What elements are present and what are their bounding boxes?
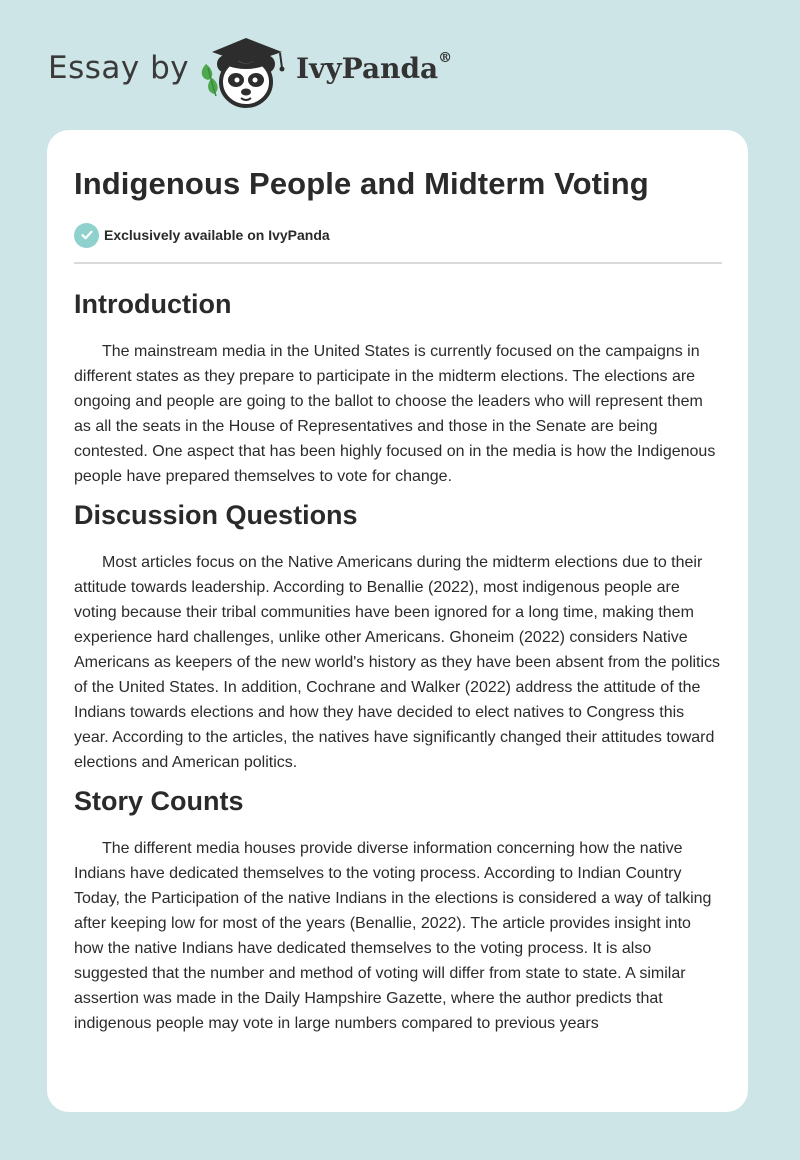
registered-mark: ® <box>438 50 453 66</box>
exclusive-badge <box>74 222 722 248</box>
page-title: Indigenous People and Midterm Voting <box>74 166 649 201</box>
section-body-introduction: The mainstream media in the United States is currently focused on the campaigns in different states as they prepare to participate in the midterm elections. The elections are ongoing and people are going to the ballot to choose the leaders who will represent them as all the seats in the House of Representatives and those in the Senate are being contested. One aspect that has been highly focused on in the media is how the Indigenous people have prepared themselves to vote for change. <box>74 343 716 485</box>
section-body-discussion-questions: Most articles focus on the Native Americans during the midterm elections due to their attitude towards leadership. According to Benallie (2022), most indigenous people are voting because their tribal communities have been ignored for a long time, making them experience hard challenges, unlike other Americans. Ghoneim (2022) considers Native Americans as keepers of the new world's history as they have been absent from the politics of the United States. In addition, Cochrane and Walker (2022) address the attitude of the Indians towards elections and how they have decided to elect natives to Congress this year. According to the articles, the natives have significantly changed their attitudes toward elections and American politics. <box>74 554 721 771</box>
site-header <box>0 0 800 120</box>
panda-graduation-cap-icon[interactable] <box>198 34 294 110</box>
section-body-story-counts: The different media houses provide diverse information concerning how the native Indians have dedicated themselves to the voting process. According to Indian Country Today, the Participation of the native Indians in the elections is considered a way of talking after keeping low for most of the years (Benallie, 2022). The article provides insight into how the native Indians have dedicated themselves to the voting process. It is also suggested that the number and method of voting will differ from state to state. A similar assertion was made in the Daily Hampshire Gazette, where the author predicts that indigenous people may vote in large numbers compared to previous years <box>74 840 712 1032</box>
section-heading-discussion-questions: Discussion Questions <box>74 500 358 530</box>
article-card <box>47 130 748 1112</box>
brand-logo[interactable] <box>296 52 452 85</box>
brand-name: IvyPanda <box>296 52 439 85</box>
exclusive-badge-label: Exclusively available on IvyPanda <box>104 227 330 243</box>
essay-by-label: Essay by <box>48 50 190 86</box>
checkmark-icon <box>74 223 99 248</box>
divider <box>74 262 722 264</box>
section-heading-introduction: Introduction <box>74 289 232 319</box>
section-heading-story-counts: Story Counts <box>74 786 244 816</box>
